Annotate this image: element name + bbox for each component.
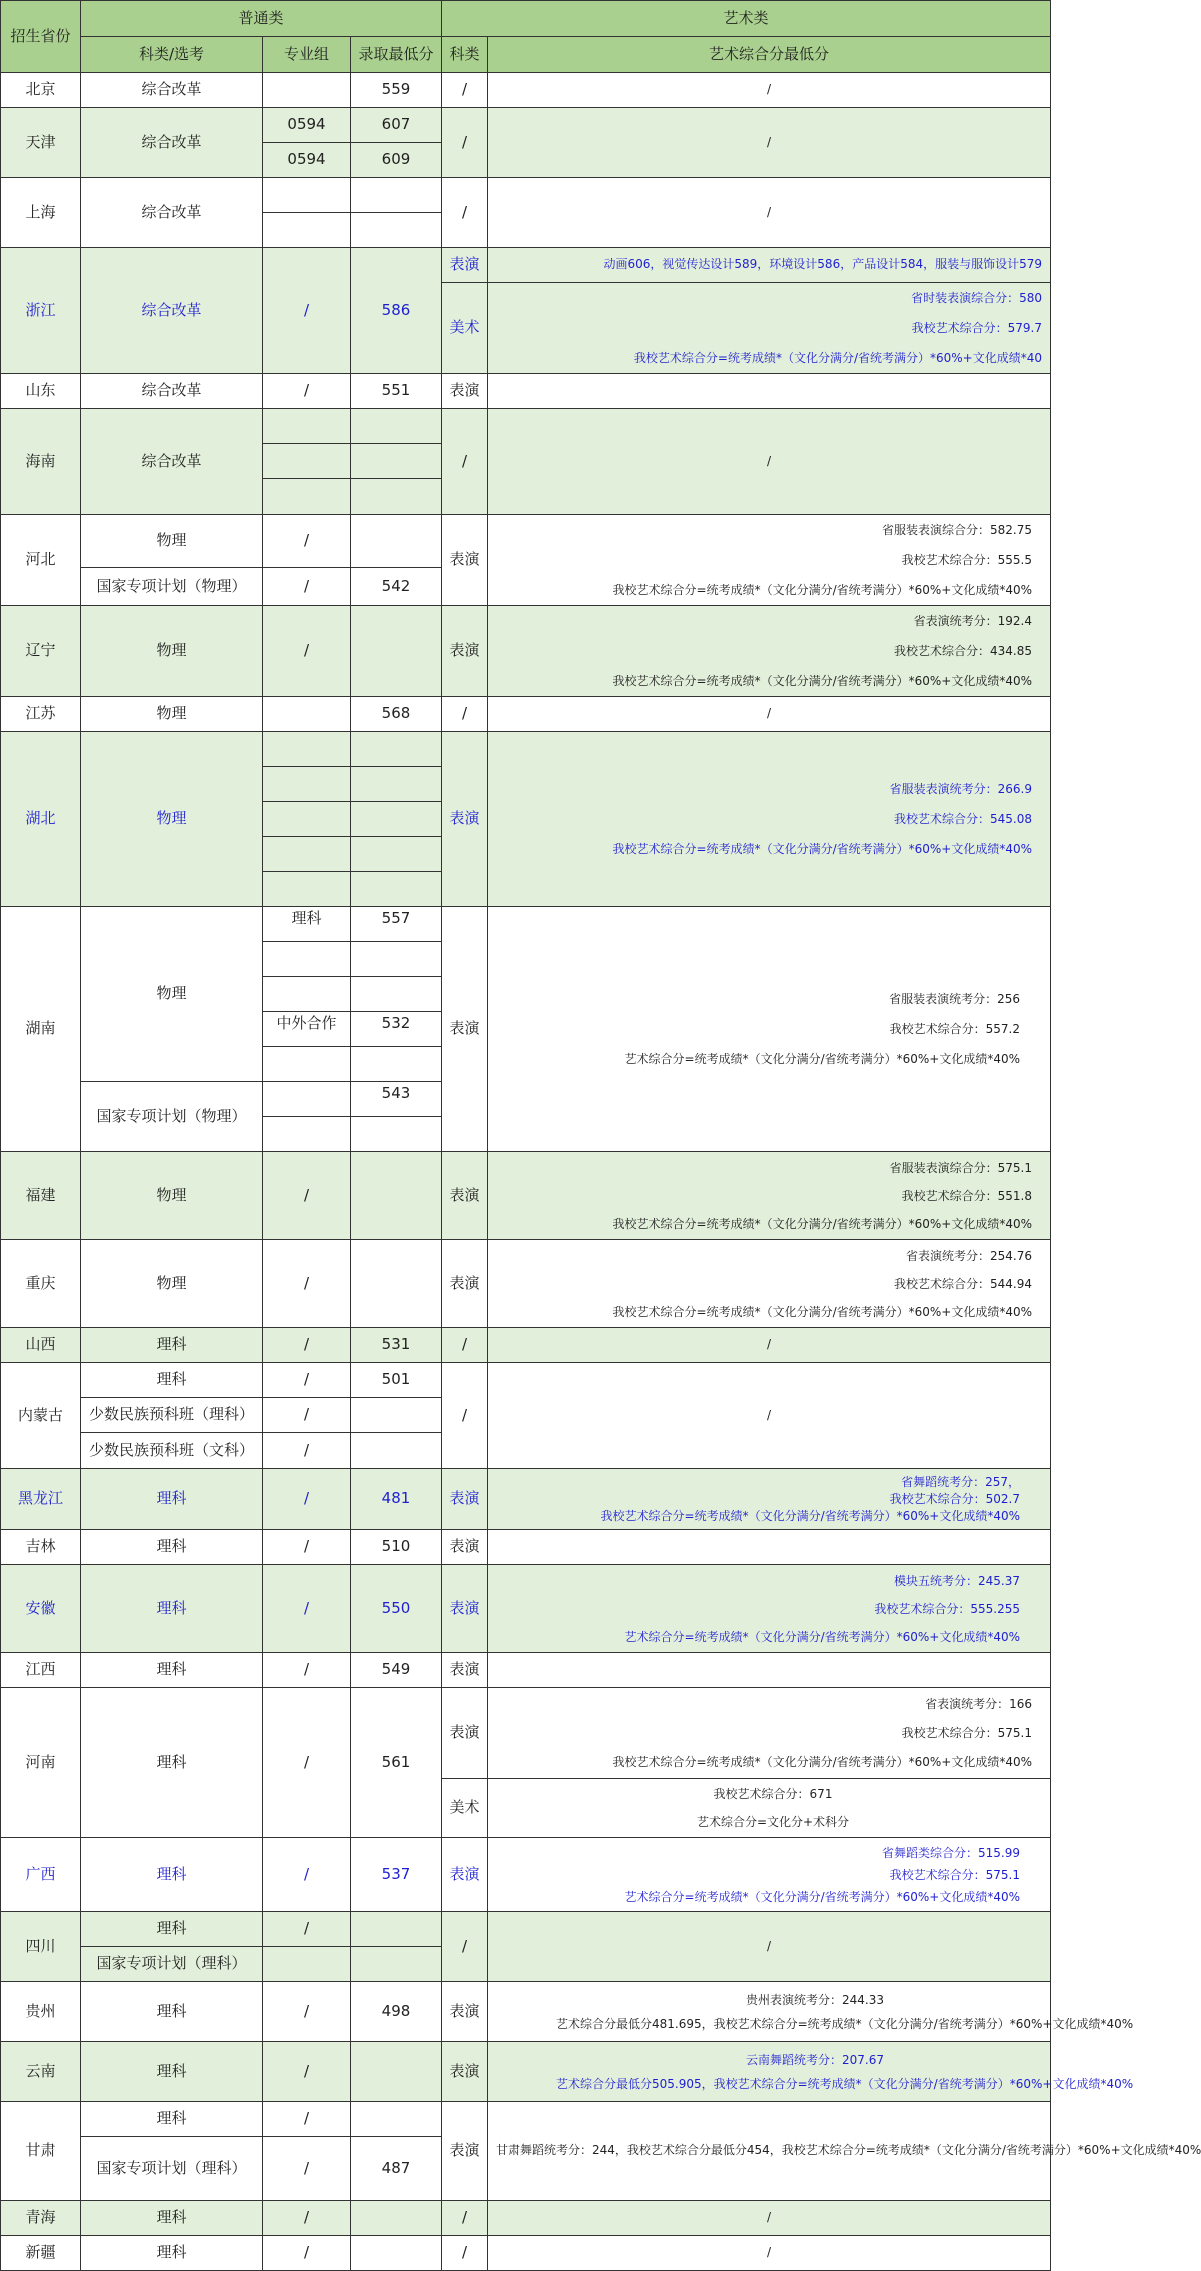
province-cell: 湖北 [1, 732, 81, 907]
category-cell: 理科 [81, 1469, 263, 1530]
group-cell: / [263, 1328, 351, 1363]
group-cell [263, 872, 351, 907]
group-cell [263, 178, 351, 213]
art-line: 我校艺术综合分：502.7 [889, 1491, 1021, 1506]
score-cell [351, 767, 442, 802]
group-cell [263, 73, 351, 108]
score-cell [351, 479, 442, 515]
score-cell [351, 2236, 442, 2271]
art-category-cell: 表演 [442, 2042, 488, 2102]
score-cell [351, 515, 442, 568]
art-line: 模块五统考分：245.37 [894, 1573, 1021, 1588]
art-category-cell: 表演 [442, 606, 488, 697]
score-cell: 559 [351, 73, 442, 108]
score-cell: 586 [351, 248, 442, 374]
header-group: 专业组 [263, 37, 351, 73]
art-line: 省服装表演综合分：575.1 [889, 1160, 1033, 1175]
art-category-cell: / [442, 1328, 488, 1363]
group-cell: / [263, 606, 351, 697]
province-cell: 浙江 [1, 248, 81, 374]
table-row [1, 1363, 1051, 1398]
art-line: 我校艺术综合分=统考成绩*（文化分满分/省统考满分）*60%+文化成绩*40 [633, 351, 1043, 365]
table-row [1, 73, 1051, 108]
group-cell: / [263, 1433, 351, 1469]
art-line: 省时装表演综合分：580 [911, 291, 1043, 305]
header-art: 艺术类 [442, 1, 1051, 37]
art-line: 我校艺术综合分=统考成绩*（文化分满分/省统考满分）*60%+文化成绩*40% [612, 1304, 1033, 1319]
group-cell: / [263, 1240, 351, 1328]
score-cell: 561 [351, 1688, 442, 1838]
art-category-cell: 表演 [442, 1240, 488, 1328]
group-cell [263, 802, 351, 837]
art-score-cell: / [488, 108, 1051, 178]
art-category-cell: 表演 [442, 1565, 488, 1653]
group-cell: / [263, 2102, 351, 2137]
group-cell: / [263, 1912, 351, 1947]
province-cell: 山东 [1, 374, 81, 409]
table-row [1, 1152, 1051, 1240]
province-cell: 北京 [1, 73, 81, 108]
category-cell: 国家专项计划（物理） [81, 1082, 263, 1152]
art-line: 省表演统考分：254.76 [906, 1248, 1033, 1263]
score-cell [351, 1398, 442, 1433]
province-cell: 贵州 [1, 1982, 81, 2042]
group-cell: / [263, 1530, 351, 1565]
art-line: 艺术综合分=统考成绩*（文化分满分/省统考满分）*60%+文化成绩*40% [624, 1889, 1021, 1904]
art-line: 省服装表演统考分：256 [889, 992, 1021, 1006]
art-line: 我校艺术综合分：575.1 [901, 1725, 1033, 1740]
art-score-cell [488, 1779, 1051, 1838]
province-cell: 新疆 [1, 2236, 81, 2271]
group-cell [263, 1047, 351, 1082]
art-score-cell [488, 374, 1051, 409]
group-cell [263, 1082, 351, 1117]
table-row [1, 1328, 1051, 1363]
group-cell: / [263, 1982, 351, 2042]
province-cell: 江苏 [1, 697, 81, 732]
group-cell: / [263, 2201, 351, 2236]
art-score-cell [488, 1688, 1051, 1779]
art-category-cell: 表演 [442, 1530, 488, 1565]
art-line: 我校艺术综合分：555.255 [874, 1601, 1021, 1616]
art-category-cell: 表演 [442, 732, 488, 907]
group-cell [263, 837, 351, 872]
score-cell: 542 [351, 567, 442, 605]
group-cell [263, 697, 351, 732]
group-cell: 0594 [263, 143, 351, 178]
header-row-top [1, 1, 1051, 37]
table-row [1, 2042, 1051, 2102]
art-score-cell [488, 1240, 1051, 1328]
category-cell: 理科 [81, 1530, 263, 1565]
art-line: 我校艺术综合分=统考成绩*（文化分满分/省统考满分）*60%+文化成绩*40% [612, 583, 1033, 597]
score-cell [351, 2042, 442, 2102]
group-cell: / [263, 1565, 351, 1653]
province-cell: 海南 [1, 409, 81, 515]
header-row-sub [1, 37, 1051, 73]
province-cell: 安徽 [1, 1565, 81, 1653]
art-score-cell [488, 1530, 1051, 1565]
score-cell [351, 1117, 442, 1152]
art-score-cell [488, 2042, 1134, 2102]
score-cell: 501 [351, 1363, 442, 1398]
art-score-cell: / [488, 1912, 1051, 1982]
art-score-cell [488, 515, 1051, 606]
category-cell: 物理 [81, 1240, 263, 1328]
group-cell: / [263, 515, 351, 568]
group-cell: / [263, 1469, 351, 1530]
group-cell [263, 213, 351, 248]
art-score-cell [488, 1838, 1051, 1912]
art-category-cell: 表演 [442, 1838, 488, 1912]
category-cell: 理科 [81, 2102, 263, 2137]
category-cell: 综合改革 [81, 248, 263, 374]
table-row [1, 178, 1051, 213]
category-cell: 理科 [81, 1565, 263, 1653]
score-cell: 510 [351, 1530, 442, 1565]
score-cell: 549 [351, 1653, 442, 1688]
art-category-cell: 表演 [442, 1469, 488, 1530]
group-cell [263, 767, 351, 802]
art-category-cell: / [442, 178, 488, 248]
art-line: 艺术综合分=文化分+术科分 [696, 1815, 850, 1829]
art-score-cell: / [488, 2201, 1051, 2236]
group-cell [263, 732, 351, 767]
art-category-cell: / [442, 1363, 488, 1469]
header-category: 科类/选考 [81, 37, 263, 73]
category-cell: 理科 [81, 2201, 263, 2236]
group-cell: / [263, 1688, 351, 1838]
art-line: 我校艺术综合分：575.1 [889, 1867, 1021, 1882]
table-row [1, 1530, 1051, 1565]
category-cell: 国家专项计划（物理） [81, 567, 263, 605]
art-line: 我校艺术综合分=统考成绩*（文化分满分/省统考满分）*60%+文化成绩*40% [600, 1508, 1021, 1523]
art-score-cell: / [488, 2236, 1051, 2271]
art-line: 艺术综合分=统考成绩*（文化分满分/省统考满分）*60%+文化成绩*40% [624, 1052, 1021, 1066]
art-line: 省舞蹈统考分：257， [901, 1474, 1021, 1489]
category-cell: 综合改革 [81, 178, 263, 248]
table-row [1, 108, 1051, 143]
group-cell [263, 942, 351, 977]
category-cell: 理科 [81, 1688, 263, 1838]
art-line: 我校艺术综合分=统考成绩*（文化分满分/省统考满分）*60%+文化成绩*40% [612, 1754, 1033, 1769]
table-row [1, 732, 1051, 767]
art-category-cell: 表演 [442, 2102, 488, 2201]
table-row [1, 1838, 1051, 1912]
category-cell: 综合改革 [81, 73, 263, 108]
category-cell: 少数民族预科班（文科） [81, 1433, 263, 1469]
score-cell: 498 [351, 1982, 442, 2042]
score-cell [351, 1433, 442, 1469]
art-category-cell: / [442, 1912, 488, 1982]
score-cell: 531 [351, 1328, 442, 1363]
score-cell [351, 444, 442, 479]
score-cell [351, 213, 442, 248]
province-cell: 河北 [1, 515, 81, 606]
art-line: 省服装表演统考分：266.9 [889, 782, 1033, 796]
province-cell: 甘肃 [1, 2102, 81, 2201]
art-line: 我校艺术综合分=统考成绩*（文化分满分/省统考满分）*60%+文化成绩*40% [612, 1216, 1033, 1231]
art-score-cell [488, 732, 1051, 907]
art-category-cell: 表演 [442, 515, 488, 606]
art-category-cell: / [442, 2236, 488, 2271]
art-score-cell: / [488, 409, 1051, 515]
art-score-cell: 甘肃舞蹈统考分：244，我校艺术综合分最低分454，我校艺术综合分=统考成绩*（文化分满分/省统考满分）*60%+文化成绩*40% [488, 2102, 1051, 2201]
art-line: 我校艺术综合分：671 [713, 1787, 833, 1801]
score-cell [351, 2102, 442, 2137]
province-cell: 内蒙古 [1, 1363, 81, 1469]
table-row [1, 907, 1051, 942]
group-cell: 理科 [263, 907, 351, 942]
score-cell: 532 [351, 1012, 442, 1047]
category-cell: 理科 [81, 1328, 263, 1363]
art-line: 省表演统考分：192.4 [913, 614, 1033, 628]
score-cell [351, 802, 442, 837]
category-cell: 理科 [81, 2236, 263, 2271]
score-cell: 551 [351, 374, 442, 409]
art-category-cell: 表演 [442, 1688, 488, 1779]
art-line: 我校艺术综合分：555.5 [901, 553, 1033, 567]
art-line: 我校艺术综合分：557.2 [889, 1022, 1021, 1036]
art-line: 我校艺术综合分：551.8 [901, 1188, 1033, 1203]
art-score-cell [488, 1653, 1051, 1688]
score-cell [351, 2201, 442, 2236]
art-score-cell: / [488, 178, 1051, 248]
category-cell: 物理 [81, 697, 263, 732]
category-cell: 物理 [81, 1152, 263, 1240]
table-row [1, 515, 1051, 568]
category-cell: 物理 [81, 732, 263, 907]
table-row [1, 1240, 1051, 1328]
art-score-cell: / [488, 697, 1051, 732]
table-row [1, 606, 1051, 697]
category-cell: 物理 [81, 907, 263, 1082]
art-category-cell: 表演 [442, 1982, 488, 2042]
category-cell: 理科 [81, 2042, 263, 2102]
category-cell: 国家专项计划（理科） [81, 2137, 263, 2201]
province-cell: 四川 [1, 1912, 81, 1982]
category-cell: 综合改革 [81, 409, 263, 515]
table-row [1, 2236, 1051, 2271]
province-cell: 吉林 [1, 1530, 81, 1565]
group-cell: 0594 [263, 108, 351, 143]
category-cell: 少数民族预科班（理科） [81, 1398, 263, 1433]
table-row [1, 1565, 1051, 1653]
art-category-cell: / [442, 2201, 488, 2236]
art-line: 艺术综合分=统考成绩*（文化分满分/省统考满分）*60%+文化成绩*40% [624, 1629, 1021, 1644]
art-line: 艺术综合分最低分481.695，我校艺术综合分=统考成绩*（文化分满分/省统考满分）*60%+文化成绩*40% [556, 2016, 1134, 2031]
score-cell [351, 1912, 442, 1947]
category-cell: 综合改革 [81, 108, 263, 178]
art-line: 我校艺术综合分：545.08 [894, 812, 1033, 826]
table-row [1, 1912, 1051, 1947]
province-cell: 云南 [1, 2042, 81, 2102]
score-cell [351, 606, 442, 697]
art-score-cell: / [488, 1328, 1051, 1363]
art-line: 省舞蹈类综合分：515.99 [882, 1845, 1021, 1860]
category-cell: 理科 [81, 1982, 263, 2042]
group-cell: / [263, 1363, 351, 1398]
category-cell: 理科 [81, 1912, 263, 1947]
score-cell: 543 [351, 1082, 442, 1117]
art-category-cell: 表演 [442, 907, 488, 1152]
table-row [1, 1469, 1051, 1530]
province-cell: 河南 [1, 1688, 81, 1838]
score-cell [351, 1152, 442, 1240]
art-category-cell: / [442, 108, 488, 178]
art-score-cell [488, 1152, 1051, 1240]
art-category-cell: 表演 [442, 374, 488, 409]
group-cell: / [263, 2236, 351, 2271]
score-cell [351, 977, 442, 1012]
group-cell: / [263, 2042, 351, 2102]
province-cell: 湖南 [1, 907, 81, 1152]
art-score-cell [488, 1469, 1051, 1530]
art-line: 我校艺术综合分：434.85 [894, 644, 1033, 658]
group-cell [263, 444, 351, 479]
art-line: 云南舞蹈统考分：207.67 [746, 2052, 884, 2067]
table-row [1, 409, 1051, 444]
group-cell [263, 977, 351, 1012]
art-score-cell [488, 606, 1051, 697]
province-cell: 黑龙江 [1, 1469, 81, 1530]
header-regular: 普通类 [81, 1, 442, 37]
group-cell: / [263, 567, 351, 605]
score-cell: 550 [351, 1565, 442, 1653]
group-cell [263, 1117, 351, 1152]
art-line: 我校艺术综合分=统考成绩*（文化分满分/省统考满分）*60%+文化成绩*40% [612, 842, 1033, 856]
art-category-cell: 表演 [442, 1653, 488, 1688]
province-cell: 上海 [1, 178, 81, 248]
category-cell: 理科 [81, 1653, 263, 1688]
group-cell: / [263, 1653, 351, 1688]
table-row [1, 248, 1051, 283]
group-cell [263, 409, 351, 444]
score-cell [351, 409, 442, 444]
art-score-cell: / [488, 1363, 1051, 1469]
province-cell: 青海 [1, 2201, 81, 2236]
header-min-score: 录取最低分 [351, 37, 442, 73]
art-category-cell: / [442, 409, 488, 515]
art-category-cell: 表演 [442, 1152, 488, 1240]
header-province: 招生省份 [1, 1, 81, 73]
score-cell: 537 [351, 1838, 442, 1912]
header-art-min-score: 艺术综合分最低分 [488, 37, 1051, 73]
art-line: 贵州表演统考分：244.33 [746, 1992, 884, 2007]
header-art-category: 科类 [442, 37, 488, 73]
group-cell: / [263, 1398, 351, 1433]
category-cell: 综合改革 [81, 374, 263, 409]
art-line: 我校艺术综合分=统考成绩*（文化分满分/省统考满分）*60%+文化成绩*40% [612, 674, 1033, 688]
table-row [1, 2102, 1051, 2137]
art-score-cell [488, 1565, 1051, 1653]
score-cell [351, 732, 442, 767]
category-cell: 物理 [81, 515, 263, 568]
group-cell: / [263, 374, 351, 409]
province-cell: 天津 [1, 108, 81, 178]
score-cell [351, 942, 442, 977]
province-cell: 福建 [1, 1152, 81, 1240]
group-cell [263, 1947, 351, 1982]
art-line: 我校艺术综合分：579.7 [911, 321, 1043, 335]
table-row [1, 697, 1051, 732]
province-cell: 江西 [1, 1653, 81, 1688]
art-score-cell: / [488, 73, 1051, 108]
art-category-cell: / [442, 73, 488, 108]
province-cell: 广西 [1, 1838, 81, 1912]
art-line: 我校艺术综合分：544.94 [894, 1276, 1033, 1291]
score-cell [351, 872, 442, 907]
score-cell: 481 [351, 1469, 442, 1530]
score-cell: 609 [351, 143, 442, 178]
province-cell: 辽宁 [1, 606, 81, 697]
table-row [1, 1653, 1051, 1688]
art-category-cell: 美术 [442, 1779, 488, 1838]
score-cell [351, 1047, 442, 1082]
art-score-cell [488, 1982, 1134, 2042]
category-cell: 理科 [81, 1363, 263, 1398]
table-row [1, 1688, 1051, 1779]
category-cell: 国家专项计划（理科） [81, 1947, 263, 1982]
score-cell: 557 [351, 907, 442, 942]
group-cell: / [263, 248, 351, 374]
table-row [1, 2201, 1051, 2236]
art-score-cell: 动画606，视觉传达设计589，环境设计586，产品设计584，服装与服饰设计579 [488, 248, 1051, 283]
score-cell [351, 1947, 442, 1982]
art-category-cell: / [442, 697, 488, 732]
art-line: 省服装表演综合分：582.75 [882, 523, 1033, 537]
province-cell: 山西 [1, 1328, 81, 1363]
score-cell: 568 [351, 697, 442, 732]
score-cell [351, 1240, 442, 1328]
group-cell: / [263, 1838, 351, 1912]
art-line: 艺术综合分最低分505.905，我校艺术综合分=统考成绩*（文化分满分/省统考满分）*60%+文化成绩*40% [556, 2076, 1134, 2091]
group-cell: / [263, 1152, 351, 1240]
table-row [1, 1982, 1051, 2042]
group-cell: / [263, 2137, 351, 2201]
art-category-cell: 表演 [442, 248, 488, 283]
art-line: 省表演统考分：166 [925, 1696, 1033, 1711]
art-category-cell: 美术 [442, 283, 488, 374]
group-cell [263, 479, 351, 515]
table-row [1, 374, 1051, 409]
score-cell [351, 178, 442, 213]
province-cell: 重庆 [1, 1240, 81, 1328]
group-cell: 中外合作 [263, 1012, 351, 1047]
score-cell: 607 [351, 108, 442, 143]
score-cell [351, 837, 442, 872]
category-cell: 物理 [81, 606, 263, 697]
score-cell: 487 [351, 2137, 442, 2201]
art-score-cell [488, 283, 1051, 374]
category-cell: 理科 [81, 1838, 263, 1912]
art-score-cell [488, 907, 1051, 1152]
